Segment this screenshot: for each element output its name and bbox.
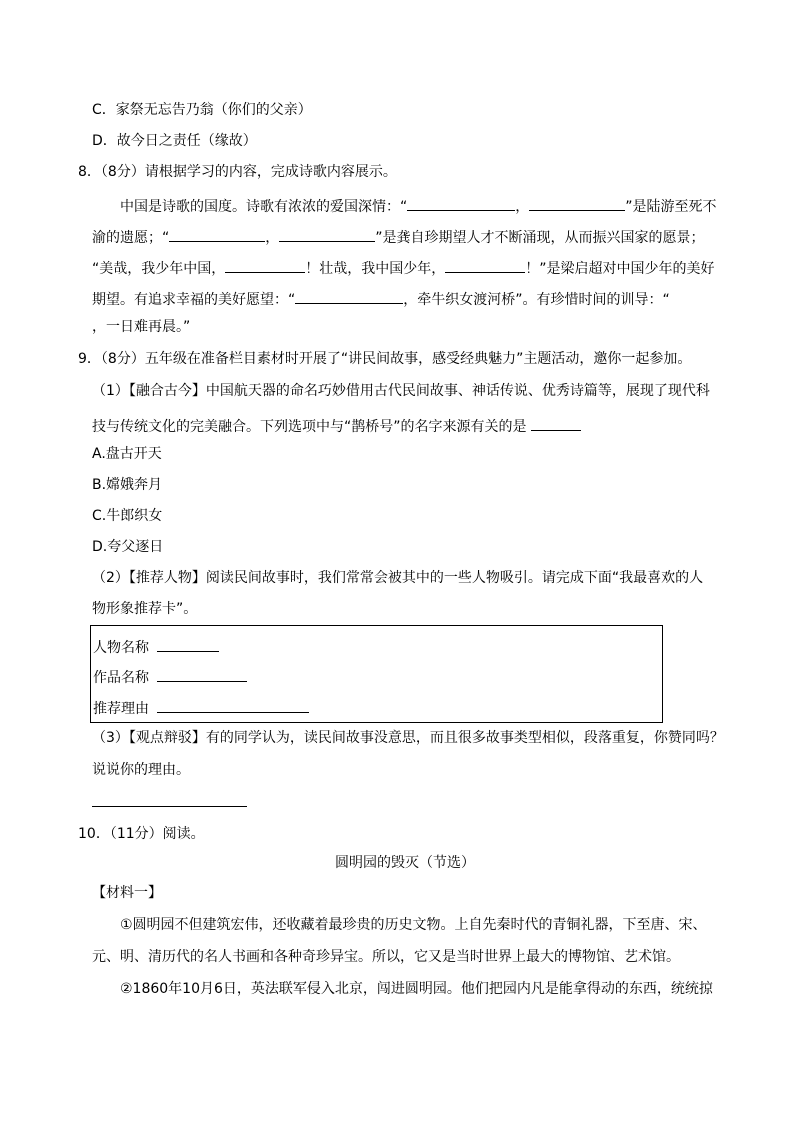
- answer-blank[interactable]: [529, 196, 625, 211]
- q7-option-c: C．家祭无忘告乃翁（你们的父亲）: [92, 102, 312, 118]
- answer-blank[interactable]: [407, 196, 515, 211]
- q8-heading: 8．（8分）请根据学习的内容，完成诗歌内容展示。: [78, 164, 397, 180]
- answer-blank[interactable]: [225, 258, 305, 273]
- q9-part3-answer-line[interactable]: [92, 792, 247, 810]
- q9-part2-line-1: （2）【推荐人物】阅读民间故事时，我们常常会被其中的一些人物吸引。请完成下面“我最喜欢的人: [92, 570, 704, 586]
- q9-part3-line-2: 说说你的理由。: [92, 762, 190, 778]
- q9-heading: 9．（8分）五年级在准备栏目素材时开展了“讲民间故事，感受经典魅力”主题活动，邀你一起参加。: [78, 351, 692, 367]
- passage-para1-line-1: ①圆明园不但建筑宏伟，还收藏着最珍贵的历史文物。上自先秦时代的青铜礼器，下至唐、宋、: [120, 917, 707, 933]
- q9-part1-line-2: 技与传统文化的完美融合。下列选项中与“鹊桥号”的名字来源有关的是: [92, 416, 581, 434]
- q9-option-c: C.牛郎织女: [92, 508, 163, 524]
- answer-blank[interactable]: [92, 792, 247, 807]
- q8-line-5: ，一日难再晨。”: [92, 319, 191, 335]
- reason-blank[interactable]: [157, 698, 309, 713]
- answer-blank[interactable]: [445, 258, 525, 273]
- q9-option-b: B.嫦娥奔月: [92, 477, 163, 493]
- work-blank[interactable]: [157, 667, 247, 682]
- card-name-row: 人物名称: [93, 637, 219, 655]
- answer-blank[interactable]: [295, 289, 403, 304]
- name-blank[interactable]: [157, 637, 219, 652]
- q8-line-1: 中国是诗歌的国度。诗歌有浓浓的爱国深情：“ ， ”是陆游至死不: [120, 196, 717, 214]
- q9-option-d: D.夸父逐日: [92, 539, 164, 555]
- card-work-row: 作品名称: [93, 667, 247, 685]
- q7-option-d: D．故今日之责任（缘故）: [92, 133, 257, 149]
- passage-title: 圆明园的毁灭（节选）: [335, 855, 475, 871]
- q8-line-2: 渝的遗愿；“ ， ”是龚自珍期望人才不断涌现，从而振兴国家的愿景；: [92, 227, 705, 245]
- card-reason-row: 推荐理由: [93, 698, 309, 716]
- answer-blank[interactable]: [169, 227, 265, 242]
- answer-blank[interactable]: [279, 227, 375, 242]
- answer-blank[interactable]: [531, 416, 581, 431]
- passage-para1-line-2: 元、明、清历代的名人书画和各种奇珍异宝。所以，它又是当时世界上最大的博物馆、艺术馆。: [92, 949, 680, 965]
- q9-option-a: A.盘古开天: [92, 446, 162, 462]
- q8-line-3: “美哉，我少年中国， ！壮哉，我中国少年， ！”是梁启超对中国少年的美好: [92, 258, 715, 276]
- q8-line-4: 期望。有追求幸福的美好愿望：“ ，牵牛织女渡河桥”。有珍惜时间的训导：“: [92, 289, 670, 307]
- q9-part3-line-1: （3）【观点辩驳】有的同学认为，读民间故事没意思，而且很多故事类型相似，段落重复，你赞同吗？: [92, 730, 724, 746]
- q10-heading: 10．（11分）阅读。: [78, 826, 205, 842]
- material-label: 【材料一】: [92, 885, 162, 901]
- q9-part2-line-2: 物形象推荐卡”。: [92, 601, 198, 617]
- q9-part1-line-1: （1）【融合古今】中国航天器的命名巧妙借用古代民间故事、神话传说、优秀诗篇等，展现了现代科: [92, 383, 710, 399]
- passage-para2-line-1: ②1860年10月6日，英法联军侵入北京，闯进圆明园。他们把园内凡是能拿得动的东西，统统掠: [120, 981, 713, 997]
